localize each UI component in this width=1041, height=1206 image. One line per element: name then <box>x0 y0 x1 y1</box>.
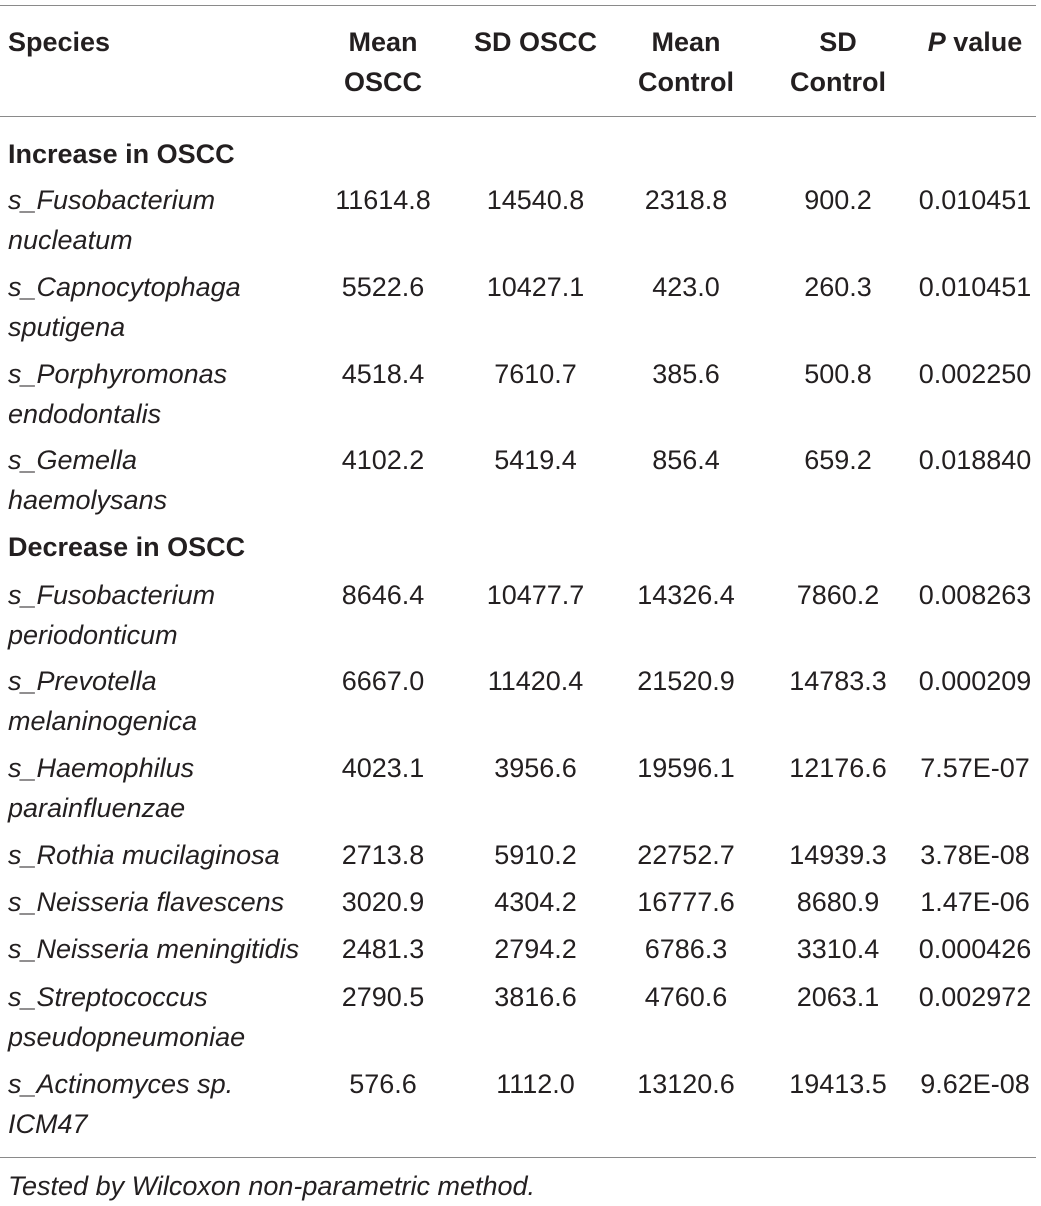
sd-control-cell: 900.2 <box>804 185 872 215</box>
sd-control-cell: 12176.6 <box>789 753 887 783</box>
mean-control-cell: 385.6 <box>652 359 720 389</box>
mean-control-cell: 6786.3 <box>644 934 728 964</box>
species-name <box>8 354 328 434</box>
species-name <box>8 977 328 1057</box>
mean-control-cell: 2318.8 <box>644 185 728 215</box>
p-value-cell: 1.47E-06 <box>920 887 1030 917</box>
header-sd-oscc: SD OSCC <box>473 27 598 57</box>
mean-oscc-cell: 11614.8 <box>335 185 431 215</box>
species-name <box>8 440 328 520</box>
species-name <box>8 575 328 655</box>
mean-oscc-cell: 3020.9 <box>341 887 425 917</box>
species-name-line1: s_Prevotella <box>8 666 157 696</box>
p-value-cell: 0.018840 <box>918 445 1032 475</box>
sd-control-cell: 260.3 <box>804 272 872 302</box>
sd-oscc-cell: 5910.2 <box>494 840 577 870</box>
sd-control-cell: 14939.3 <box>789 840 887 870</box>
species-name <box>8 748 328 828</box>
mean-oscc-cell: 5522.6 <box>341 272 425 302</box>
species-name-line1: s_Fusobacterium <box>8 580 216 610</box>
sd-oscc-cell: 11420.4 <box>487 666 584 696</box>
sd-control-cell: 659.2 <box>804 445 872 475</box>
p-value-cell: 9.62E-08 <box>920 1069 1030 1099</box>
sd-oscc-cell: 10427.1 <box>486 272 585 302</box>
header-mean-control-line1: Mean <box>651 27 721 57</box>
p-value-cell: 0.002972 <box>918 982 1032 1012</box>
mean-control-cell: 13120.6 <box>637 1069 735 1099</box>
sd-oscc-cell: 14540.8 <box>486 185 585 215</box>
sd-control-cell: 19413.5 <box>789 1069 887 1099</box>
mean-oscc-cell: 2713.8 <box>341 840 425 870</box>
header-mean-oscc <box>328 22 438 102</box>
mean-oscc-cell: 4023.1 <box>341 753 425 783</box>
header-sd-control <box>778 22 898 102</box>
mean-control-cell: 856.4 <box>652 445 720 475</box>
species-name <box>8 180 328 260</box>
sd-oscc-cell: 4304.2 <box>494 887 577 917</box>
sd-control-cell: 8680.9 <box>796 887 880 917</box>
species-name <box>8 835 328 875</box>
species-name-line1: s_Neisseria meningitidis <box>8 934 300 964</box>
header-p-value-rest: value <box>945 27 1023 57</box>
species-name-line1: s_Porphyromonas <box>8 359 228 389</box>
header-mean-control <box>626 22 746 102</box>
mean-control-cell: 21520.9 <box>637 666 735 696</box>
species-name <box>8 882 328 922</box>
p-value-cell: 0.008263 <box>918 580 1032 610</box>
top-rule <box>0 5 1036 6</box>
table-footnote: Tested by Wilcoxon non-parametric method. <box>8 1171 536 1201</box>
species-name-line2: pseudopneumoniae <box>8 1022 246 1052</box>
sd-oscc-cell: 1112.0 <box>496 1069 575 1099</box>
species-name-line1: s_Haemophilus <box>8 753 195 783</box>
species-name-line1: s_Gemella <box>8 445 138 475</box>
mean-oscc-cell: 8646.4 <box>341 580 425 610</box>
species-name <box>8 661 328 741</box>
header-sd-control-line2: Control <box>790 67 886 97</box>
species-name-line2: ICM47 <box>8 1109 88 1139</box>
sd-oscc-cell: 3816.6 <box>494 982 577 1012</box>
mean-control-cell: 22752.7 <box>637 840 735 870</box>
sd-control-cell: 7860.2 <box>796 580 880 610</box>
sd-oscc-cell: 5419.4 <box>494 445 577 475</box>
mean-oscc-cell: 4518.4 <box>341 359 425 389</box>
sd-oscc-cell: 10477.7 <box>486 580 585 610</box>
species-name <box>8 1064 328 1144</box>
species-name-line1: s_Fusobacterium <box>8 185 216 215</box>
p-value-cell: 0.010451 <box>918 185 1032 215</box>
species-name-line1: s_Rothia mucilaginosa <box>8 840 280 870</box>
species-name-line2: nucleatum <box>8 225 133 255</box>
sd-control-cell: 14783.3 <box>789 666 887 696</box>
mean-control-cell: 423.0 <box>652 272 720 302</box>
p-value-cell: 0.000426 <box>918 934 1032 964</box>
mean-control-cell: 4760.6 <box>644 982 728 1012</box>
header-rule <box>0 116 1036 117</box>
header-mean-oscc-line1: Mean <box>348 27 418 57</box>
sd-control-cell: 3310.4 <box>796 934 880 964</box>
sd-control-cell: 500.8 <box>804 359 872 389</box>
species-name-line2: parainfluenzae <box>8 793 186 823</box>
sd-oscc-cell: 2794.2 <box>494 934 577 964</box>
header-p-value-italic: P <box>927 27 946 57</box>
mean-control-cell: 16777.6 <box>637 887 735 917</box>
sd-control-cell: 2063.1 <box>796 982 880 1012</box>
sd-oscc-cell: 3956.6 <box>494 753 577 783</box>
species-name-line2: periodonticum <box>8 620 178 650</box>
species-name-line2: haemolysans <box>8 485 168 515</box>
species-name-line2: endodontalis <box>8 399 162 429</box>
header-species: Species <box>8 27 111 57</box>
mean-control-cell: 14326.4 <box>637 580 735 610</box>
p-value-cell: 0.002250 <box>918 359 1032 389</box>
species-name-line1: s_Actinomyces sp. <box>8 1069 234 1099</box>
mean-oscc-cell: 2481.3 <box>341 934 425 964</box>
mean-oscc-cell: 2790.5 <box>341 982 425 1012</box>
species-name-line1: s_Streptococcus <box>8 982 208 1012</box>
species-name <box>8 267 328 347</box>
header-p-value <box>910 22 1040 62</box>
p-value-cell: 7.57E-07 <box>920 753 1030 783</box>
species-name-line1: s_Neisseria flavescens <box>8 887 285 917</box>
section-title: Increase in OSCC <box>8 139 235 169</box>
species-name <box>8 929 328 969</box>
header-mean-control-line2: Control <box>638 67 734 97</box>
header-mean-oscc-line2: OSCC <box>343 67 422 97</box>
species-name-line2: sputigena <box>8 312 126 342</box>
species-name-line1: s_Capnocytophaga <box>8 272 241 302</box>
mean-control-cell: 19596.1 <box>637 753 735 783</box>
mean-oscc-cell: 4102.2 <box>341 445 425 475</box>
header-sd-control-line1: SD <box>819 27 857 57</box>
mean-oscc-cell: 576.6 <box>349 1069 417 1099</box>
bottom-rule <box>0 1157 1036 1158</box>
mean-oscc-cell: 6667.0 <box>341 666 425 696</box>
p-value-cell: 0.010451 <box>918 272 1032 302</box>
sd-oscc-cell: 7610.7 <box>494 359 577 389</box>
species-name-line2: melaninogenica <box>8 706 198 736</box>
p-value-cell: 3.78E-08 <box>920 840 1030 870</box>
p-value-cell: 0.000209 <box>918 666 1032 696</box>
section-title: Decrease in OSCC <box>8 532 246 562</box>
